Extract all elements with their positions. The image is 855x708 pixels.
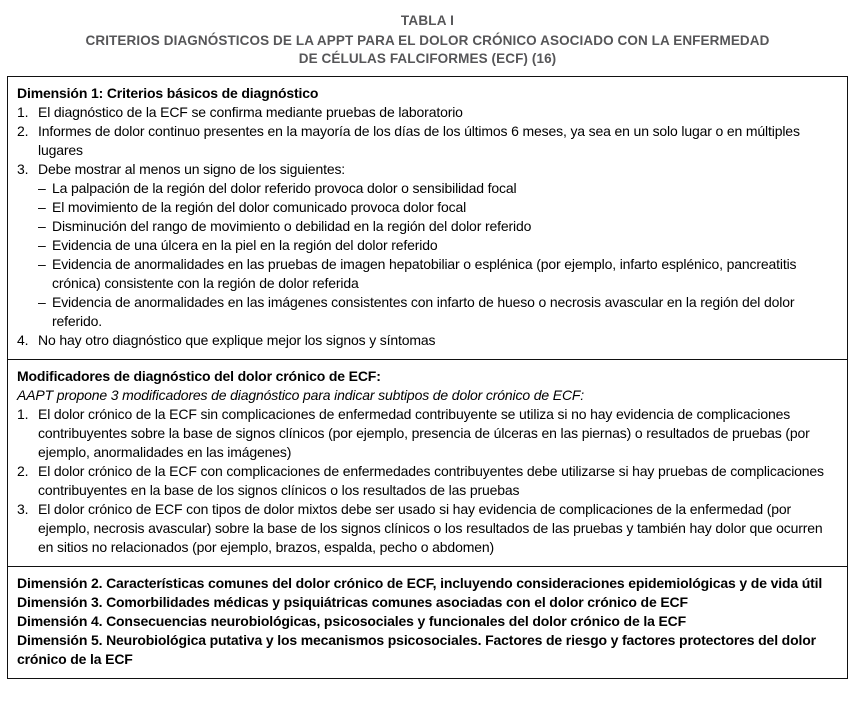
section-2-heading: Modificadores de diagnóstico del dolor crónico de ECF: (17, 368, 381, 384)
section-1-heading: Dimensión 1: Criterios básicos de diagnóstico (17, 85, 319, 101)
list-item (17, 405, 838, 462)
item-text: El diagnóstico de la ECF se confirma mediante pruebas de laboratorio (38, 104, 463, 120)
item-text: No hay otro diagnóstico que explique mejor los signos y síntomas (38, 332, 436, 348)
sub-item-text: Evidencia de anormalidades en las pruebas de imagen hepatobiliar o esplénica (por ejemplo, infarto esplénico, pancreatitis crónica) consistente con la región de dolor referida (52, 256, 797, 291)
section-2-intro: AAPT propone 3 modificadores de diagnóstico para indicar subtipos de dolor crónico de ECF: (17, 387, 585, 403)
sub-item-text: Disminución del rango de movimiento o debilidad en la región del dolor referido (52, 218, 532, 234)
item-number: 3. (17, 161, 29, 177)
sub-item (38, 293, 838, 331)
section-dimension-1 (8, 77, 847, 360)
sub-item (38, 217, 838, 236)
list-item (17, 122, 838, 160)
list-item (17, 103, 838, 122)
sub-item-text: El movimiento de la región del dolor comunicado provoca dolor focal (52, 199, 467, 215)
sub-item-text: Evidencia de anormalidades en las imágenes consistentes con infarto de hueso o necrosis avascular en la región del dolor referido. (52, 294, 795, 329)
list-item (17, 462, 838, 500)
item-text: Debe mostrar al menos un signo de los siguientes: (38, 161, 346, 177)
dash-marker: – (38, 256, 46, 272)
dimension-2-line: Dimensión 2. Características comunes del dolor crónico de ECF, incluyendo consideraciones epidemiológicas y de vida útil (17, 575, 823, 591)
dash-marker: – (38, 199, 46, 215)
item-text: El dolor crónico de ECF con tipos de dolor mixtos debe ser usado si hay evidencia de complicaciones de la enfermedad (por ejemplo, necrosis avascular) sobre la base de los signos clínicos o los resultados de las pruebas y también hay dolor que ocurren en sitios no relacionados (por ejemplo, brazos, espalda, pecho o abdomen) (38, 501, 823, 555)
dash-marker: – (38, 218, 46, 234)
dimension-4-line: Dimensión 4. Consecuencias neurobiológicas, psicosociales y funcionales del dolor crónico de la ECF (17, 613, 686, 629)
dash-marker: – (38, 294, 46, 310)
table-title-line-1: CRITERIOS DIAGNÓSTICOS DE LA APPT PARA EL DOLOR CRÓNICO ASOCIADO CON LA ENFERMEDAD (85, 33, 770, 48)
dash-marker: – (38, 237, 46, 253)
table-caption (7, 13, 848, 68)
item-text: El dolor crónico de la ECF con complicaciones de enfermedades contribuyentes debe utilizarse si hay pruebas de complicaciones contribuyentes en la base de los signos clínicos o los resultados de las pruebas (38, 463, 824, 498)
item-number: 2. (17, 123, 29, 139)
criteria-table (7, 76, 848, 679)
item-text: Informes de dolor continuo presentes en la mayoría de los días de los últimos 6 meses, ya sea en un solo lugar o en múltiples lugares (38, 123, 800, 158)
sub-item (38, 198, 838, 217)
item-text: El dolor crónico de la ECF sin complicaciones de enfermedad contribuyente se utiliza si no hay evidencia de complicaciones contribuyentes sobre la base de signos clínicos (por ejemplo, presencia de úlceras en las piernas) o resultados de pruebas (por ejemplo, anormalidades en las imágenes) (38, 406, 810, 460)
dimension-3-line: Dimensión 3. Comorbilidades médicas y psiquiátricas comunes asociadas con el dolor crónico de ECF (17, 594, 688, 610)
sub-item (38, 236, 838, 255)
section-dimensions-2-5 (8, 567, 847, 678)
table-label: TABLA I (400, 13, 455, 28)
dash-marker: – (38, 180, 46, 196)
section-modifiers (8, 360, 847, 567)
table-title-line-2: DE CÉLULAS FALCIFORMES (ECF) (16) (298, 51, 557, 66)
list-item (17, 160, 838, 179)
sub-item-text: Evidencia de una úlcera en la piel en la región del dolor referido (52, 237, 438, 253)
item-number: 1. (17, 406, 29, 422)
list-item (17, 331, 838, 350)
sub-item (38, 179, 838, 198)
item-number: 2. (17, 463, 29, 479)
list-item (17, 500, 838, 557)
item-number: 4. (17, 332, 29, 348)
sub-item (38, 255, 838, 293)
dimension-5-line: Dimensión 5. Neurobiológica putativa y los mecanismos psicosociales. Factores de riesgo y factores protectores del dolor crónico de la ECF (17, 632, 816, 667)
item-number: 1. (17, 104, 29, 120)
signs-sublist (38, 179, 838, 331)
sub-item-text: La palpación de la región del dolor referido provoca dolor o sensibilidad focal (52, 180, 517, 196)
item-number: 3. (17, 501, 29, 517)
